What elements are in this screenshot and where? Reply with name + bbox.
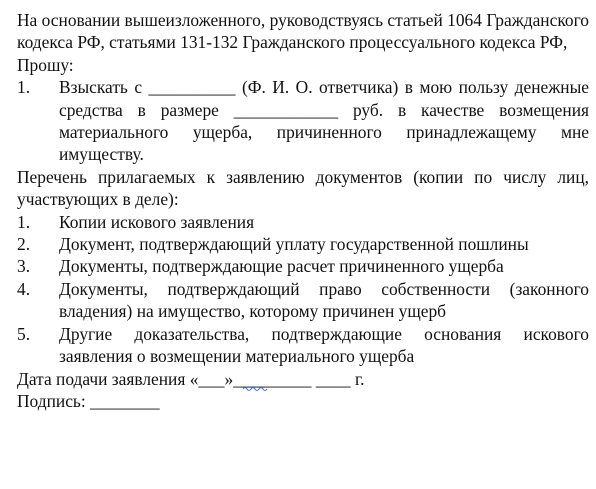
year-suffix: г.	[354, 368, 365, 389]
documents-heading: Перечень прилагаемых к заявлению документов (копии по числу лиц, участвующих в деле):	[17, 166, 589, 210]
document-number: 1.	[17, 211, 31, 232]
request-heading: Прошу:	[17, 54, 74, 75]
document-number: 2.	[17, 234, 31, 255]
signature-blank: ________	[90, 390, 160, 411]
claim-part-2: (Ф. И. О. ответчика) в мою пользу денежные средства в размере	[59, 77, 589, 120]
defendant-name-blank: __________	[148, 77, 236, 98]
document-list-item	[17, 211, 589, 233]
signature-label: Подпись:	[17, 390, 91, 411]
year-blank: ____	[311, 368, 355, 389]
claim-text	[59, 76, 589, 166]
intro-paragraph: На основании вышеизложенного, руководствуясь статьей 1064 Гражданского кодекса РФ, статьями 131-132 Гражданского процессуального кодекса РФ,	[17, 10, 589, 53]
date-quote-close: »	[224, 368, 234, 389]
claim-item	[17, 76, 589, 166]
document-number: 4.	[17, 278, 31, 299]
document-list-item	[17, 323, 589, 368]
document-text: Документы, подтверждающий право собственности (законного владения) на имущество, которому причинен ущерб	[59, 278, 589, 322]
document-list-item	[17, 255, 589, 277]
claim-number: 1.	[17, 77, 31, 98]
signature-line	[17, 390, 589, 412]
document-number: 5.	[17, 323, 31, 344]
claim-part-3: руб. в качестве возмещения материального ущерба, причиненного принадлежащему мне имуществу.	[59, 99, 589, 165]
month-blank: _________	[233, 368, 312, 389]
day-blank: ___	[198, 368, 225, 389]
document-text: Копии искового заявления	[59, 211, 255, 232]
filing-date-label: Дата подачи заявления «	[17, 368, 199, 389]
document-body	[17, 9, 589, 412]
document-text: Документы, подтверждающие расчет причиненного ущерба	[59, 256, 504, 277]
filing-date-line	[17, 368, 589, 390]
claim-part-1: Взыскать с	[59, 77, 149, 98]
document-list-item	[17, 278, 589, 323]
document-list-item	[17, 233, 589, 255]
amount-blank: ____________	[233, 99, 339, 120]
document-number: 3.	[17, 256, 31, 277]
spellcheck-squiggle-icon	[243, 386, 269, 392]
document-text: Документ, подтверждающий уплату государственной пошлины	[59, 234, 529, 255]
document-text: Другие доказательства, подтверждающие основания искового заявления о возмещении материального ущерба	[59, 323, 589, 367]
